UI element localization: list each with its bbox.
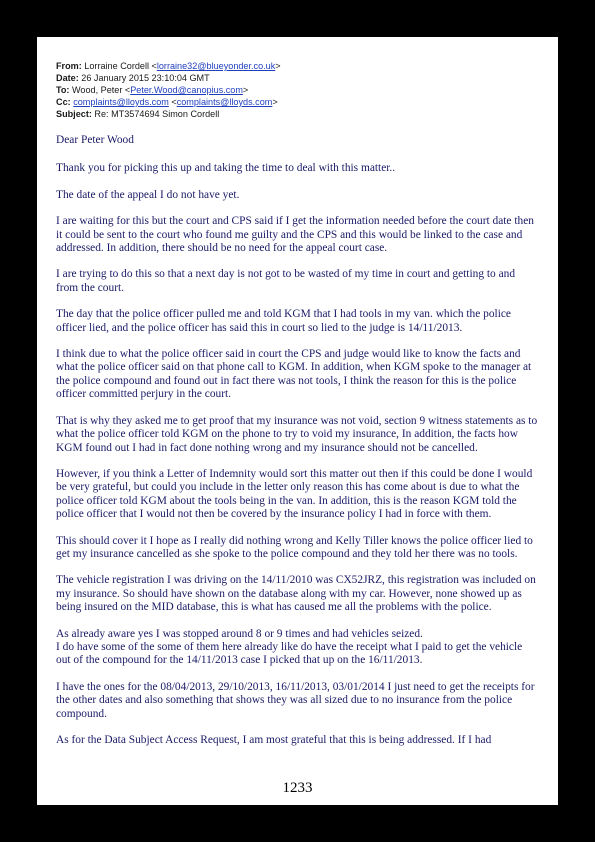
- from-label: From:: [56, 61, 82, 71]
- paragraph: The date of the appeal I do not have yet.: [56, 188, 240, 201]
- email-body: [56, 134, 538, 747]
- cc-email-link-1[interactable]: complaints@lloyds.com: [73, 97, 169, 107]
- paragraph: I are waiting for this but the court and CPS said if I get the information needed before the court date then it could be sent to the court who found me guilty and the CPS and this would be linked to the case and addressed. In addition, there should be no need for the appeal court case.: [56, 215, 534, 255]
- subject-row: [56, 108, 538, 120]
- cc-label: Cc:: [56, 97, 71, 107]
- email-header: [56, 60, 538, 120]
- subject-value: Re: MT3574694 Simon Cordell: [94, 109, 220, 119]
- to-name: Wood, Peter <: [72, 85, 131, 95]
- paragraph: As for the Data Subject Access Request, I am most grateful that this is being addressed. If I had: [56, 734, 492, 746]
- paragraph: That is why they asked me to get proof that my insurance was not void, section 9 witness statements as to what the police officer told KGM on the phone to try to void my insurance, In addition, the facts how KGM found out I had in fact done nothing wrong and my insurance should not be cancelled.: [56, 414, 538, 454]
- paragraph: However, if you think a Letter of Indemnity would sort this matter out then if this could be done I would be very grateful, but could you include in the letter only reason this has come about is due to what the police officer told KGM about the tools being in the van. In addition, this is the reason KGM told the police officer that I would not then be covered by the insurance policy I had in force with them.: [56, 467, 533, 521]
- greeting: Dear Peter Wood: [56, 134, 134, 146]
- to-label: To:: [56, 85, 70, 95]
- seized-line-2: I do have some of the some of them here already like do have the receipt what I paid to get the vehicle out of the compound for the 14/11/2013 case I picked that up on the 16/11/2013.: [56, 640, 523, 667]
- paragraph: The day that the police officer pulled me and told KGM that I had tools in my van. which the police officer lied, and the police officer has said this in court so lied to the judge is 14/11/2013.: [56, 308, 511, 334]
- to-email-link[interactable]: Peter.Wood@canopius.com: [130, 85, 243, 95]
- cc-close: >: [272, 97, 278, 107]
- to-row: [56, 84, 538, 96]
- from-close: >: [275, 61, 281, 71]
- cc-email-link-2[interactable]: complaints@lloyds.com: [176, 97, 273, 107]
- paragraph: Thank you for picking this up and taking the time to deal with this matter..: [56, 162, 396, 175]
- paragraph: I have the ones for the 08/04/2013, 29/10/2013, 16/11/2013, 03/01/2014 I just need to get the receipts for the other dates and also something that shows they was all sized due to no insurance from the police compound.: [56, 680, 535, 720]
- from-row: [56, 60, 538, 72]
- document-page: [37, 37, 558, 805]
- to-close: >: [242, 85, 249, 95]
- paragraph: This should cover it I hope as I really did nothing wrong and Kelly Tiller knows the police officer lied to get my insurance cancelled as she spoke to the police compound and they told her there was no tools.: [56, 534, 533, 560]
- paragraph-seized: [56, 628, 538, 668]
- paragraph: I are trying to do this so that a next day is not got to be wasted of my time in court and getting to and from the court.: [56, 268, 516, 294]
- cc-mid: <: [168, 97, 177, 107]
- page-number: 1233: [282, 780, 313, 796]
- paragraph: The vehicle registration I was driving on the 14/11/2010 was CX52JRZ, this registration was included on my insurance. So should have shown on the database along with my car. However, none showed up as being insured on the MID database, this is what has caused me all the problems with the police.: [56, 574, 536, 614]
- from-email-link[interactable]: lorraine32@blueyonder.co.uk: [156, 61, 276, 71]
- from-name: Lorraine Cordell <: [84, 61, 157, 71]
- paragraph: I think due to what the police officer said in court the CPS and judge would like to know the facts and what the police officer said on that phone call to KGM. In addition, when KGM spoke to the manager at the police compound and found out in fact there was not tools, I think the reason for this is the police officer committed perjury in the court.: [56, 348, 532, 401]
- cc-row: [56, 96, 538, 108]
- subject-label: Subject:: [56, 109, 92, 119]
- date-label: Date:: [56, 73, 79, 83]
- date-value: 26 January 2015 23:10:04 GMT: [81, 73, 210, 83]
- seized-line-1: As already aware yes I was stopped around 8 or 9 times and had vehicles seized.: [56, 627, 423, 640]
- date-row: [56, 72, 538, 84]
